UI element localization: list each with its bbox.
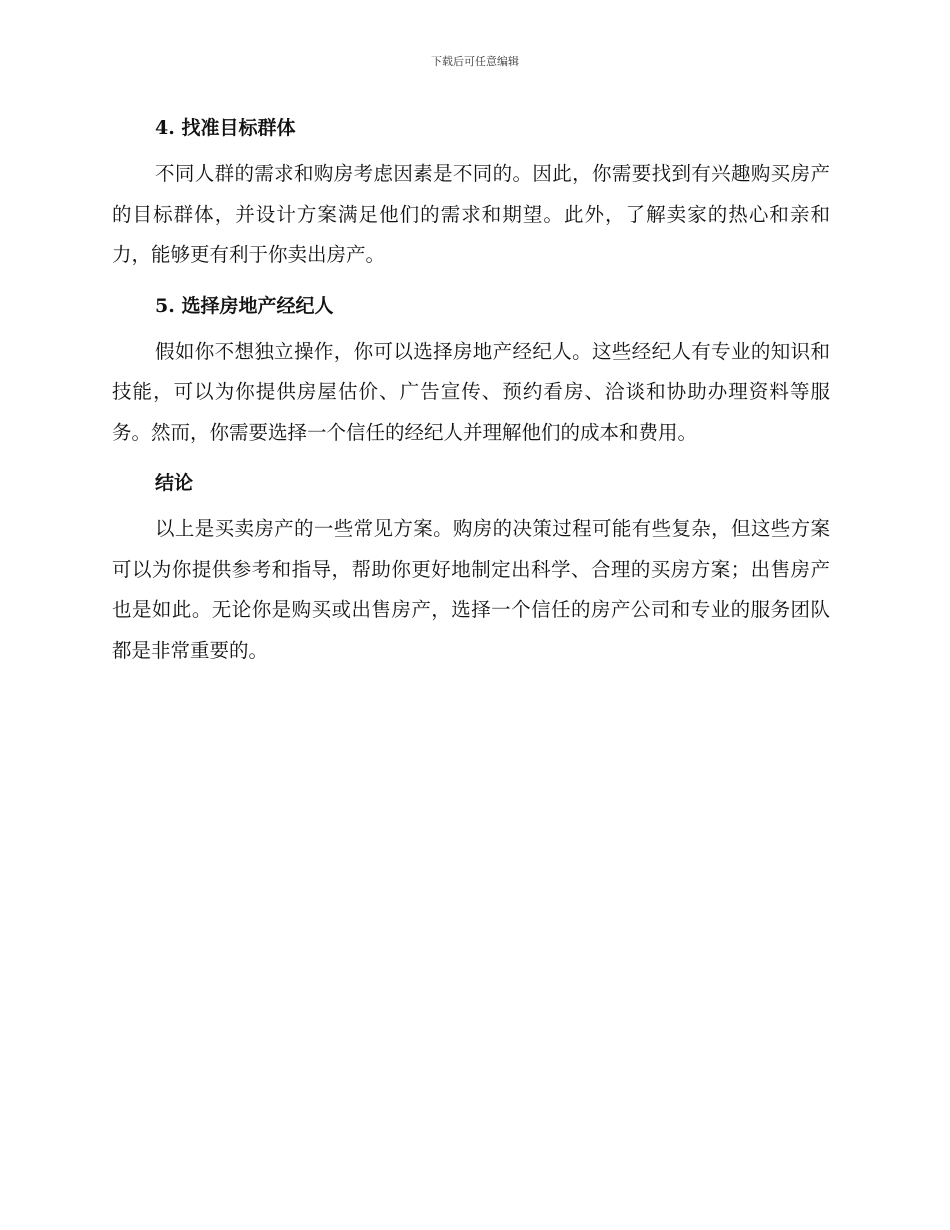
document-body xyxy=(112,108,830,681)
section-paragraph-target-group: 不同人群的需求和购房考虑因素是不同的。因此，你需要找到有兴趣购买房产的目标群体，并设计方案满足他们的需求和期望。此外，了解卖家的热心和亲和力，能够更有利于你卖出房产。 xyxy=(112,162,830,266)
section-paragraph-conclusion: 以上是买卖房产的一些常见方案。购房的决策过程可能有些复杂，但这些方案可以为你提供参考和指导，帮助你更好地制定出科学、合理的买房方案；出售房产也是如此。无论你是购买或出售房产，选择一个信任的房产公司和专业的服务团队都是非常重要的。 xyxy=(112,517,830,662)
page-header: 下载后可任意编辑 xyxy=(431,55,519,68)
section-heading-real-estate-agent: 5. 选择房地产经纪人 xyxy=(155,294,334,317)
section-heading-conclusion: 结论 xyxy=(155,472,194,494)
section-heading-target-group: 4. 找准目标群体 xyxy=(155,117,296,139)
section-paragraph-real-estate-agent: 假如你不想独立操作，你可以选择房地产经纪人。这些经纪人有专业的知识和技能，可以为你提供房屋估价、广告宣传、预约看房、洽谈和协助办理资料等服务。然而，你需要选择一个信任的经纪人并理解他们的成本和费用。 xyxy=(112,339,830,444)
